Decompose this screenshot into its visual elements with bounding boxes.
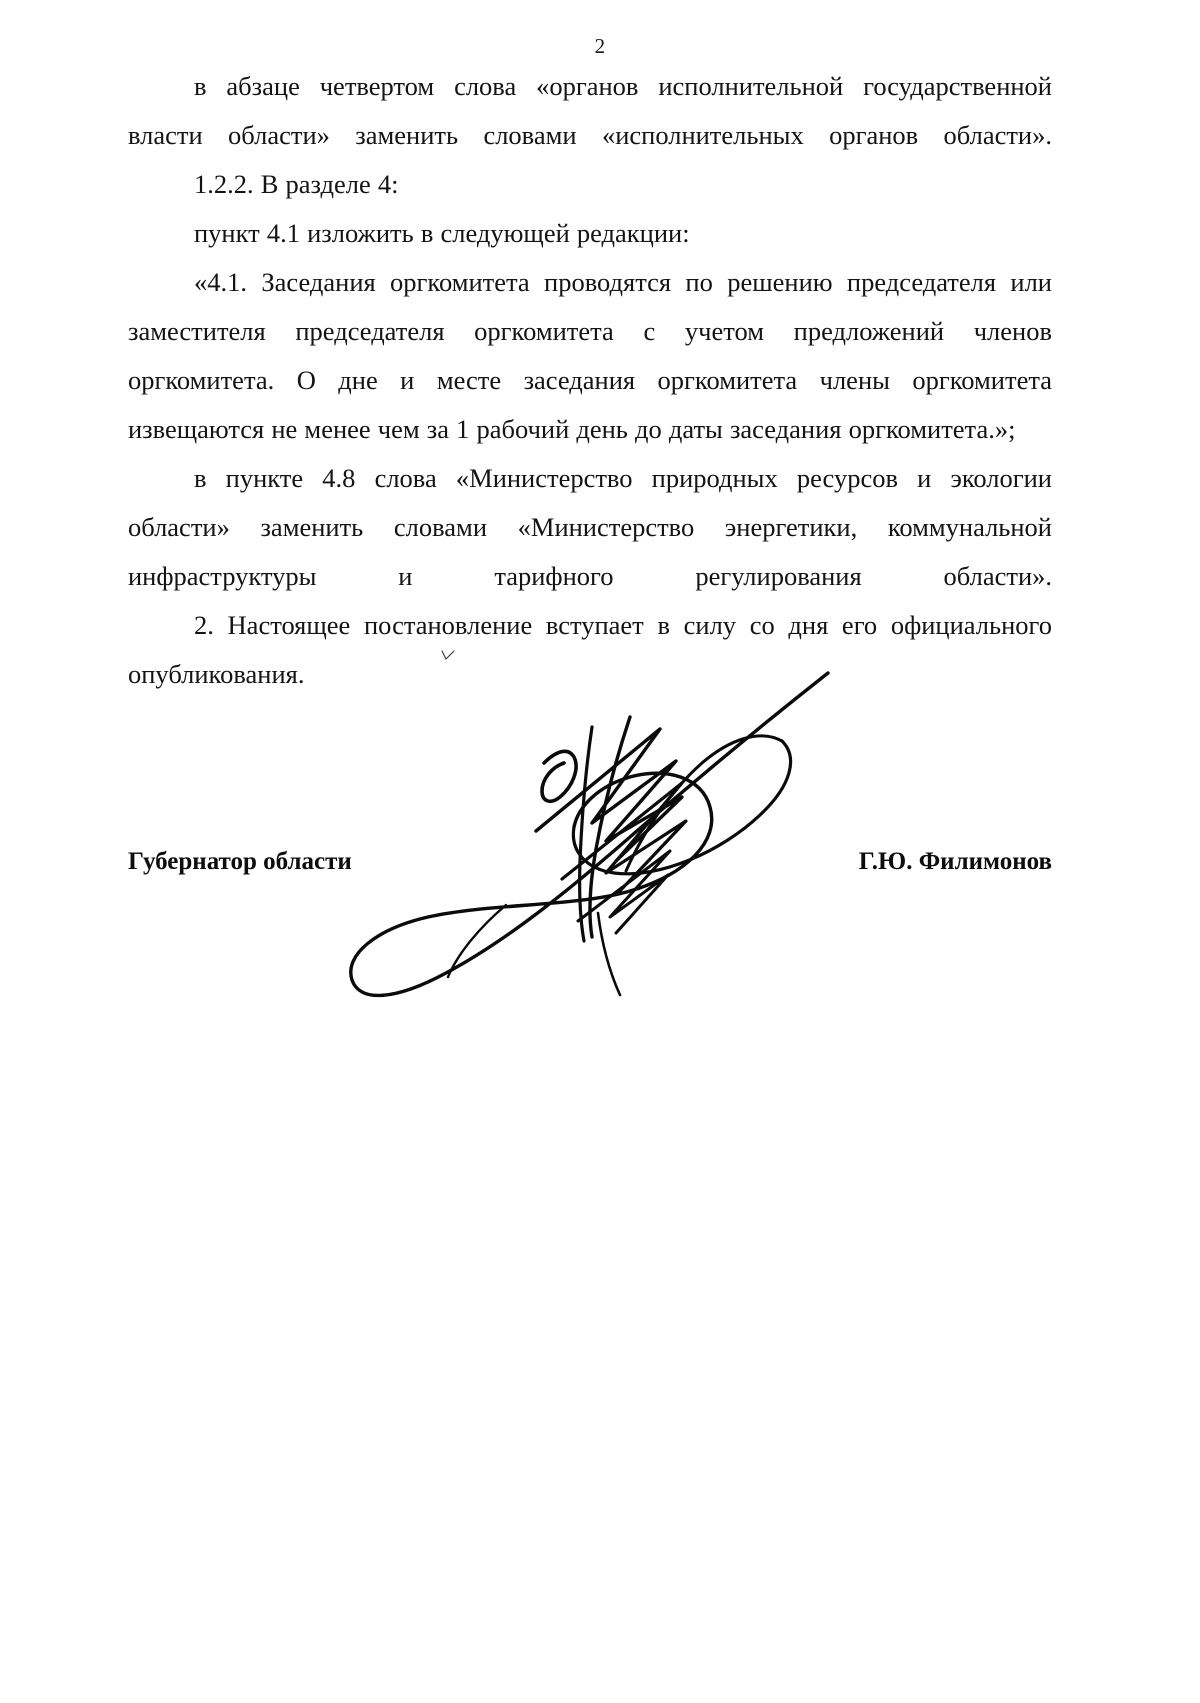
page-number: 2 (594, 34, 606, 58)
paragraph-4: «4.1. Заседания оргкомитета проводятся по решению председателя или заместителя председателя оргкомитета с учетом предложений членов оргкомитета. О дне и месте заседания оргкомитета члены оргкомитета извещаются не менее чем за 1 рабочий день до даты заседания оргкомитета.»; (128, 267, 1052, 444)
paragraph-3: пункт 4.1 изложить в следующей редакции: (194, 218, 690, 248)
signature-block (128, 845, 1052, 891)
paragraph-2: 1.2.2. В разделе 4: (194, 169, 399, 199)
document-body (128, 62, 1052, 699)
paragraph-1: в абзаце четвертом слова «органов исполнительной государственной власти области» заменить словами «исполнительных органов области». (128, 71, 1052, 150)
paragraph-6: 2. Настоящее постановление вступает в силу со дня его официального опубликования. (128, 610, 1052, 689)
paragraph-5: в пункте 4.8 слова «Министерство природных ресурсов и экологии области» заменить словами «Министерство энергетики, коммунальной инфраструктуры и тарифного регулирования области». (128, 463, 1052, 591)
signatory-name: Г.Ю. Филимонов (858, 848, 1052, 875)
pen-tick-mark (441, 650, 455, 660)
signatory-role: Губернатор области (128, 848, 352, 875)
